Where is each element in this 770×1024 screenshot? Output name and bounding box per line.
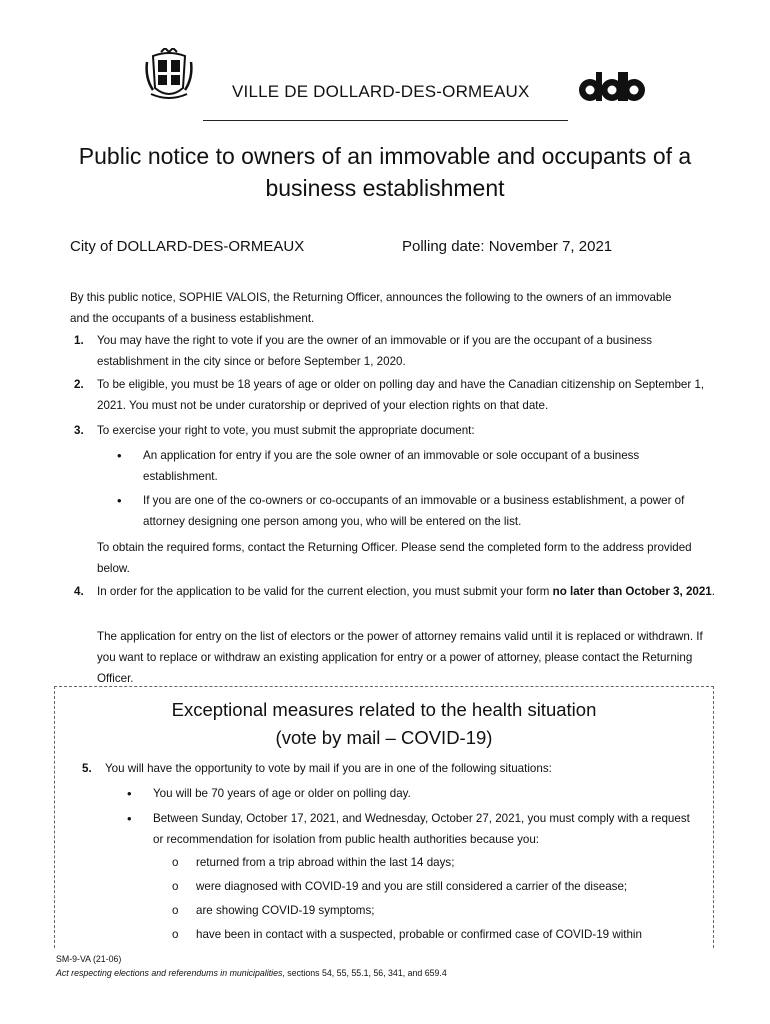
notice-title: Public notice to owners of an immovable and occupants of a business establishment [78, 143, 692, 201]
item-number: 2. [74, 378, 84, 391]
city-label: City of DOLLARD-DES-ORMEAUX [70, 238, 305, 255]
list-item [70, 420, 720, 441]
item-number: 5. [82, 762, 92, 775]
item-text: In order for the application to be valid for the current election, you must submit your form no later than October 3, 2021. [97, 585, 715, 598]
item-note: The application for entry on the list of electors or the power of attorney remains valid until it is replaced or withdrawn. If you want to replace or withdraw an existing application for entry or a power of attorney, please contact the Returning Officer. [97, 630, 703, 685]
sub-bullet-text: have been in contact with a suspected, probable or confirmed case of COVID-19 within [196, 928, 642, 941]
bullet-item: • An application for entry if you are the sole owner of an immovable or sole occupant of a business establishment. [117, 445, 697, 487]
bullet-text: Between Sunday, October 17, 2021, and Wednesday, October 27, 2021, you must comply with a request or recommendation for isolation from public health authorities because you: [153, 812, 690, 846]
city-name-header: VILLE DE DOLLARD-DES-ORMEAUX [232, 82, 530, 101]
list-item [70, 330, 720, 372]
list-item [70, 581, 720, 602]
page-footer [56, 952, 447, 980]
item-note: To obtain the required forms, contact the Returning Officer. Please send the completed form to the address provided below. [97, 541, 692, 575]
header-divider [203, 120, 568, 121]
bullet-text: You will be 70 years of age or older on polling day. [153, 787, 411, 800]
sub-bullet-item: o returned from a trip abroad within the last 14 days; [172, 852, 692, 873]
bullet-item: • You will be 70 years of age or older on polling day. [127, 783, 697, 804]
item-number: 1. [74, 334, 84, 347]
bullet-text: An application for entry if you are the sole owner of an immovable or sole occupant of a business establishment. [143, 449, 640, 483]
bullet-text: If you are one of the co-owners or co-occupants of an immovable or a business establishment, a power of attorney designing one person among you, who will be entered on the list. [143, 494, 685, 528]
sub-bullet-text: were diagnosed with COVID-19 and you are still considered a carrier of the disease; [196, 880, 628, 893]
form-code: SM-9-VA (21-06) [56, 954, 122, 964]
item-number: 3. [74, 424, 84, 437]
deadline-text: no later than October 3, 2021 [552, 585, 712, 598]
sub-bullet-item: o are showing COVID-19 symptoms; [172, 900, 692, 921]
item-text: You may have the right to vote if you are the owner of an immovable or if you are the occupant of a business establishment in the city since or before September 1, 2020. [97, 334, 653, 368]
legal-reference: Act respecting elections and referendums in municipalities, sections 54, 55, 55.1, 56, 341, and 659.4 [56, 968, 447, 978]
sub-bullet-item: o have been in contact with a suspected, probable or confirmed case of COVID-19 within [172, 924, 692, 945]
intro-paragraph: By this public notice, SOPHIE VALOIS, the Returning Officer, announces the following to the owners of an immovable and the occupants of a business establishment. [70, 291, 672, 325]
item-text: To be eligible, you must be 18 years of age or older on polling day and have the Canadian citizenship on September 1, 2021. You must not be under curatorship or deprived of your election rights on that date. [97, 378, 705, 412]
item-text: To exercise your right to vote, you must submit the appropriate document: [97, 424, 475, 437]
ddo-logo-icon [576, 70, 648, 104]
item-text: You will have the opportunity to vote by mail if you are in one of the following situations: [105, 762, 552, 775]
sub-bullet-text: are showing COVID-19 symptoms; [196, 904, 375, 917]
polling-date: Polling date: November 7, 2021 [402, 238, 613, 255]
list-item [78, 758, 728, 779]
sub-bullet-item: o were diagnosed with COVID-19 and you are still considered a carrier of the disease; [172, 876, 692, 897]
coat-of-arms-icon [143, 48, 195, 102]
covid-section-title: Exceptional measures related to the health situation (vote by mail – COVID-19) [171, 699, 597, 748]
bullet-item: • If you are one of the co-owners or co-occupants of an immovable or a business establishment, a power of attorney designing one person among you, who will be entered on the list. [117, 490, 697, 532]
sub-bullet-text: returned from a trip abroad within the last 14 days; [196, 856, 455, 869]
bullet-item: • Between Sunday, October 17, 2021, and Wednesday, October 27, 2021, you must comply with a request or recommendation for isolation from public health authorities because you: [127, 808, 697, 850]
list-item [70, 374, 720, 416]
item-number: 4. [74, 585, 84, 598]
